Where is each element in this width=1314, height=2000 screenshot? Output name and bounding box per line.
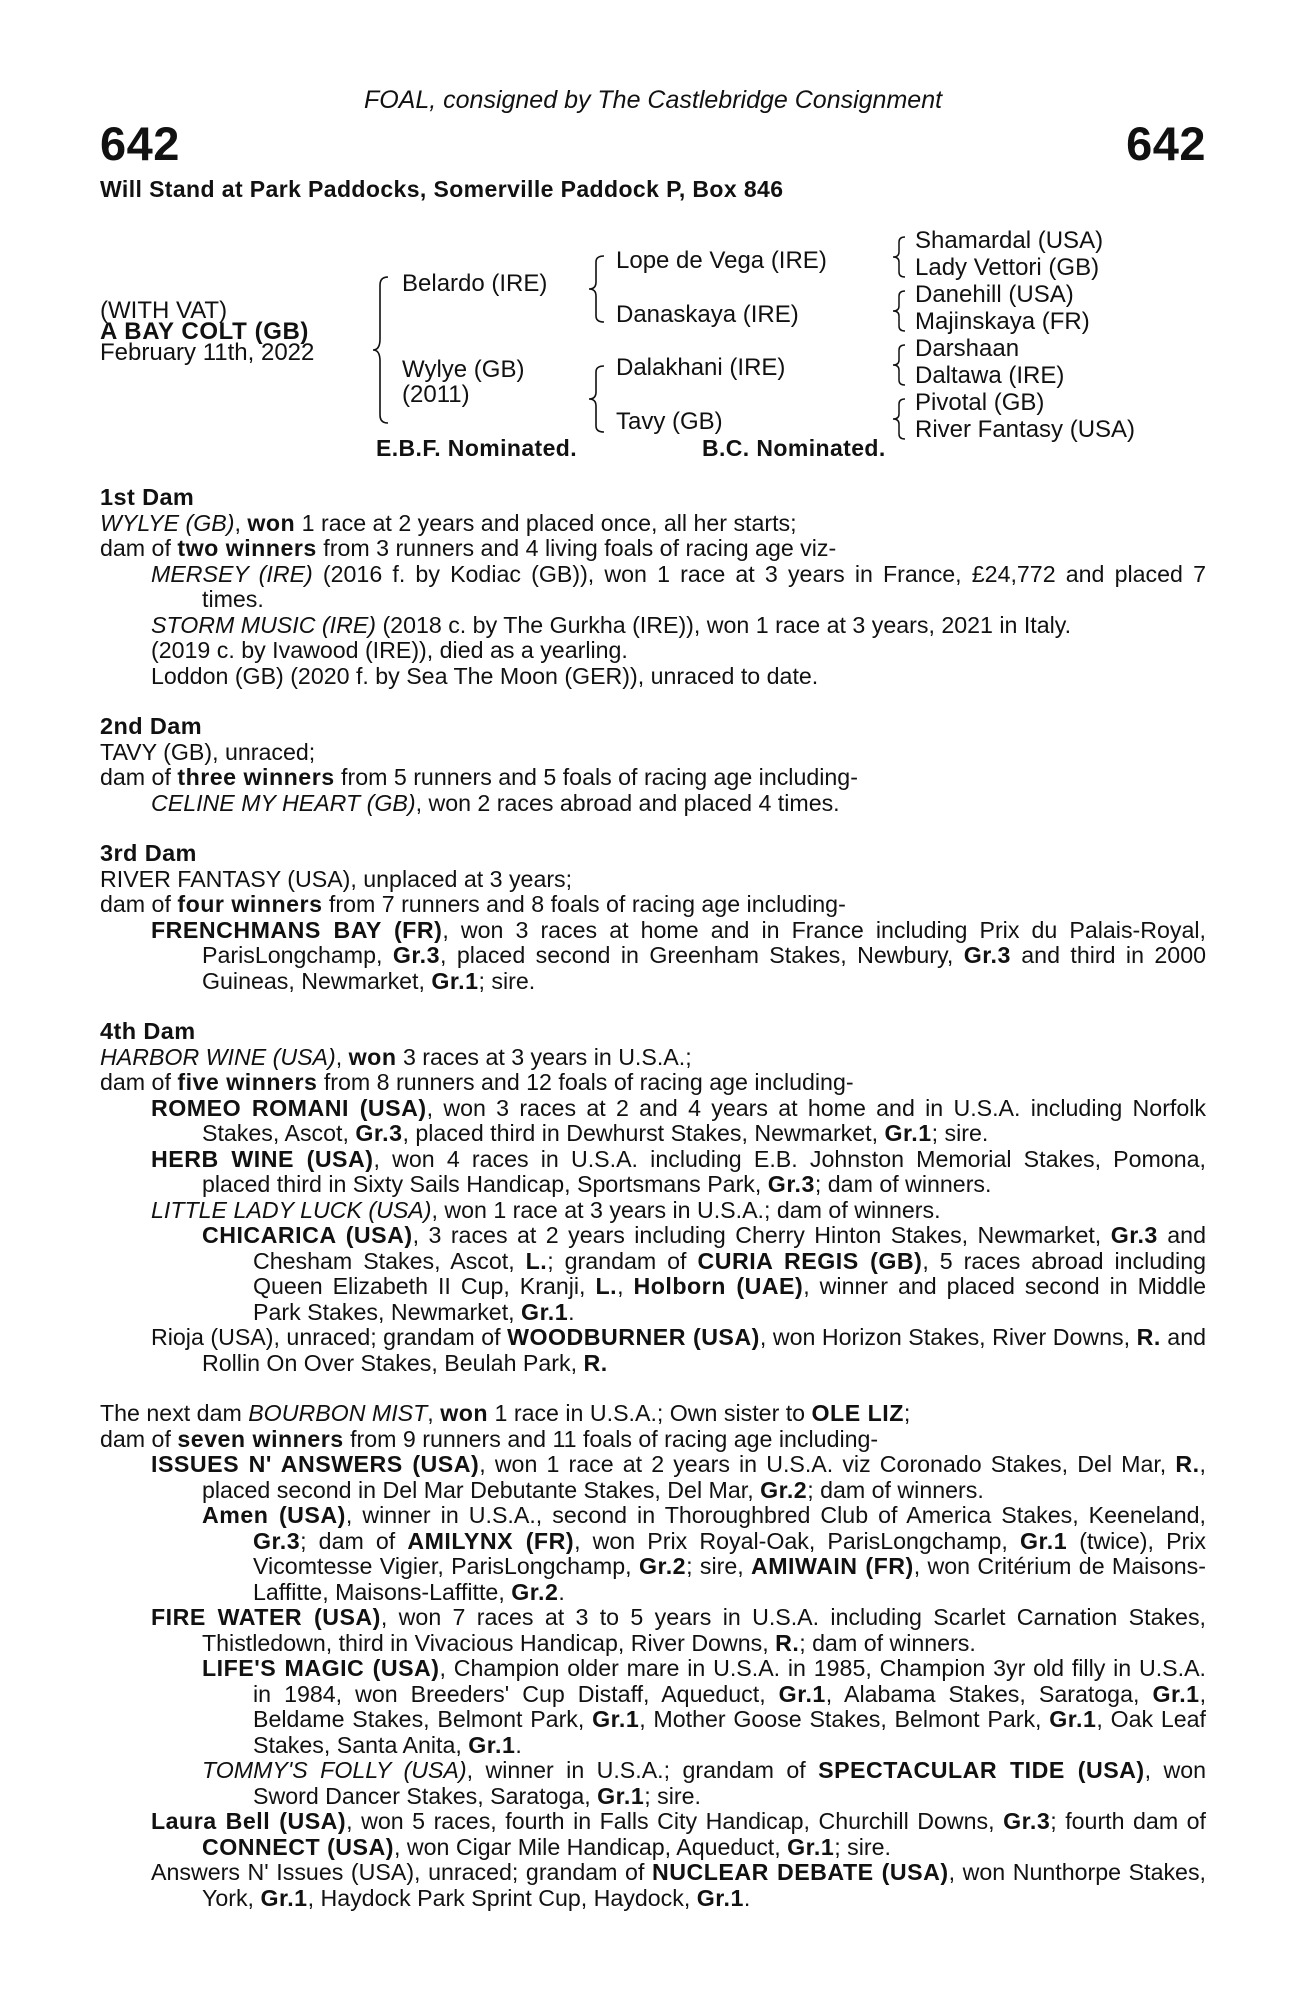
- text-run: , won 7 races at 3 to 5 years in U.S.A. including Scarlet Carnation Stakes, Thistledown, third in Vivacious Handicap, River Downs,: [202, 1604, 1206, 1656]
- text-run: The next dam: [100, 1400, 249, 1426]
- bold-text-run: CHICARICA (USA): [202, 1222, 413, 1248]
- produce-entry: [151, 664, 1206, 690]
- text-run: ; dam of winners.: [807, 1476, 984, 1503]
- bold-text-run: Gr.3: [1110, 1222, 1158, 1248]
- produce-entry: [202, 1503, 1206, 1605]
- text-run: , winner in U.S.A., second in Thoroughbred Club of America Stakes, Keeneland,: [345, 1502, 1206, 1528]
- text-run: , 3 races at 2 years including Cherry Hinton Stakes, Newmarket,: [412, 1222, 1111, 1248]
- dam-record-line: [100, 1427, 1206, 1453]
- text-run: , won 3 races at home and in France including Prix du Palais-Royal, ParisLongchamp,: [202, 916, 1206, 968]
- section-heading: 3rd Dam: [100, 840, 197, 866]
- text-run: and third in 2000 Guineas, Newmarket,: [202, 942, 1206, 994]
- text-run: ; sire.: [478, 967, 536, 994]
- bold-text-run: Gr.1: [1152, 1680, 1200, 1707]
- text-run: dam of: [100, 764, 178, 790]
- text-run: and Rollin On Over Stakes, Beulah Park,: [202, 1324, 1206, 1376]
- italic-text-run: CELINE MY HEART (GB): [151, 789, 416, 816]
- dam-name: Wylye (GB): [402, 356, 525, 383]
- bold-text-run: R.: [1175, 1451, 1200, 1477]
- text-run: , Oak Leaf Stakes, Santa Anita,: [253, 1706, 1207, 1758]
- text-run: , Mother Goose Stakes, Belmont Park,: [639, 1706, 1050, 1732]
- fourth-dam-section: [100, 1019, 1206, 1376]
- bold-text-run: won: [247, 509, 296, 536]
- text-run: ; grandam of: [547, 1247, 698, 1274]
- bold-text-run: Amen (USA): [202, 1502, 346, 1528]
- bold-text-run: Gr.1: [592, 1706, 640, 1732]
- ancestor-lady-vettori: Lady Vettori (GB): [915, 254, 1100, 281]
- text-run: , Beldame Stakes, Belmont Park,: [253, 1680, 1207, 1732]
- brace-gen3-d: [890, 397, 908, 441]
- text-run: dam of: [100, 1069, 178, 1095]
- produce-entry: [151, 918, 1206, 995]
- bold-text-run: won: [440, 1400, 489, 1426]
- text-run: (2016 f. by Kodiac (GB)), won 1 race at 3 years in France, £24,772 and placed 7 times.: [202, 560, 1206, 612]
- bold-text-run: two winners: [177, 535, 317, 561]
- bold-text-run: R.: [775, 1629, 800, 1656]
- text-run: from 9 runners and 11 foals of racing age including-: [343, 1425, 879, 1452]
- dam-dam-name: Tavy (GB): [616, 408, 723, 435]
- text-run: dam of: [100, 1425, 178, 1452]
- section-heading: 4th Dam: [100, 1018, 196, 1044]
- text-run: , won Horizon Stakes, River Downs,: [759, 1324, 1137, 1350]
- text-run: ,: [234, 509, 248, 536]
- third-dam-section: [100, 841, 1206, 994]
- bold-text-run: Gr.1: [778, 1680, 826, 1707]
- bold-text-run: Gr.1: [1049, 1706, 1097, 1732]
- produce-entry: [151, 562, 1206, 613]
- text-run: ; dam of: [300, 1527, 408, 1554]
- foaled-date: February 11th, 2022: [100, 339, 315, 366]
- text-run: Rioja (USA), unraced; grandam of: [151, 1324, 508, 1350]
- dam-record-line: [100, 892, 1206, 918]
- bold-text-run: HERB WINE (USA): [151, 1145, 374, 1172]
- bold-text-run: Gr.2: [638, 1553, 687, 1579]
- text-run: , won 4 races in U.S.A. including E.B. Johnston Memorial Stakes, Pomona, placed third in Sixty Sails Handicap, Sportsmans Park,: [202, 1145, 1206, 1197]
- ancestor-darshaan: Darshaan: [915, 335, 1020, 362]
- pedigree-table: [100, 205, 1206, 505]
- brace-gen3-c: [890, 343, 908, 387]
- bold-text-run: Gr.3: [767, 1171, 815, 1197]
- bold-text-run: five winners: [177, 1069, 318, 1095]
- text-run: dam of: [100, 891, 178, 917]
- produce-entry: [151, 613, 1206, 639]
- text-run: .: [743, 1884, 751, 1911]
- produce-entry: [151, 1809, 1206, 1860]
- text-run: ; sire,: [686, 1553, 751, 1579]
- text-run: , Champion older mare in U.S.A. in 1985, Champion 3yr old filly in U.S.A. in 1984, won Breeders' Cup Distaff, Aqueduct,: [253, 1655, 1206, 1707]
- consignor-line: FOAL, consigned by The Castlebridge Consignment: [363, 86, 943, 114]
- text-run: .: [558, 1578, 565, 1605]
- sire-sire-name: Lope de Vega (IRE): [616, 247, 827, 274]
- brace-first-generation: [370, 275, 392, 425]
- text-run: and Chesham Stakes, Ascot,: [253, 1222, 1206, 1274]
- bold-text-run: Gr.3: [392, 942, 441, 968]
- bold-text-run: ISSUES N' ANSWERS (USA): [151, 1451, 480, 1477]
- bold-text-run: Gr.2: [511, 1578, 559, 1605]
- bold-text-run: R.: [1136, 1324, 1161, 1350]
- text-run: ; sire.: [644, 1782, 701, 1809]
- text-run: ; sire.: [834, 1833, 891, 1860]
- italic-text-run: STORM MUSIC (IRE): [151, 611, 377, 638]
- text-run: , Haydock Park Sprint Cup, Haydock,: [307, 1884, 697, 1911]
- text-run: , placed second in Del Mar Debutante Stakes, Del Mar,: [202, 1451, 1206, 1503]
- bold-text-run: LIFE'S MAGIC (USA): [202, 1655, 440, 1681]
- text-run: (2018 c. by The Gurkha (IRE)), won 1 race at 3 years, 2021 in Italy.: [376, 611, 1072, 638]
- dam-record-line: [100, 765, 1206, 791]
- bold-text-run: OLE LIZ: [811, 1400, 904, 1426]
- ancestor-daltawa: Daltawa (IRE): [915, 362, 1065, 389]
- brace-gen3-b: [890, 289, 908, 333]
- dam-year: (2011): [402, 381, 470, 408]
- text-run: , won 5 races, fourth in Falls City Handicap, Churchill Downs,: [346, 1808, 1004, 1834]
- sire-dam-name: Danaskaya (IRE): [616, 301, 799, 328]
- text-run: , placed third in Dewhurst Stakes, Newmarket,: [402, 1120, 885, 1146]
- text-run: from 8 runners and 12 foals of racing age including-: [317, 1069, 854, 1095]
- bold-text-run: Gr.3: [963, 942, 1011, 968]
- text-run: .: [568, 1298, 575, 1325]
- italic-text-run: MERSEY (IRE): [151, 560, 313, 587]
- bold-text-run: ROMEO ROMANI (USA): [151, 1094, 427, 1121]
- brace-dam-line: [586, 364, 608, 434]
- ebf-nomination: E.B.F. Nominated.: [376, 435, 578, 461]
- bold-text-run: FIRE WATER (USA): [151, 1604, 381, 1630]
- text-run: Answers N' Issues (USA), unraced; grandam of: [151, 1859, 652, 1885]
- bold-text-run: Gr.1: [521, 1298, 569, 1325]
- horse-name: A BAY COLT (GB): [100, 318, 310, 345]
- text-run: , won Prix Royal-Oak, ParisLongchamp,: [574, 1527, 1020, 1554]
- bold-text-run: Gr.3: [355, 1120, 403, 1146]
- bold-text-run: NUCLEAR DEBATE (USA): [652, 1859, 949, 1885]
- dam-line: [100, 867, 1206, 893]
- italic-text-run: WYLYE (GB): [100, 509, 235, 536]
- produce-entry: [202, 1656, 1206, 1758]
- dam-line: [100, 511, 1206, 537]
- bold-text-run: SPECTACULAR TIDE (USA): [818, 1757, 1145, 1783]
- lot-number-left: 642: [100, 117, 180, 170]
- bold-text-run: AMIWAIN (FR): [751, 1553, 914, 1579]
- bold-text-run: Gr.3: [253, 1527, 301, 1554]
- section-heading: 1st Dam: [100, 484, 195, 510]
- lot-number-right: 642: [1126, 117, 1206, 170]
- text-run: ,: [335, 1043, 349, 1070]
- text-run: from 5 runners and 5 foals of racing age including-: [334, 764, 858, 790]
- italic-text-run: TOMMY'S FOLLY (USA): [202, 1757, 467, 1783]
- dam-line: [100, 1045, 1206, 1071]
- text-run: , 5 races abroad including Queen Elizabeth II Cup, Kranji,: [253, 1247, 1207, 1299]
- text-run: TAVY (GB), unraced;: [100, 738, 316, 765]
- text-run: (twice), Prix Vicomtesse Vigier, ParisLongchamp,: [253, 1527, 1207, 1579]
- text-run: , won 1 race at 3 years in U.S.A.; dam of winners.: [431, 1196, 941, 1223]
- bold-text-run: Holborn (UAE): [633, 1273, 804, 1299]
- bold-text-run: Laura Bell (USA): [151, 1808, 347, 1834]
- bold-text-run: Gr.1: [1020, 1527, 1068, 1554]
- produce-entry: [151, 1452, 1206, 1503]
- text-run: , winner and placed second in Middle Park Stakes, Newmarket,: [253, 1273, 1206, 1325]
- bold-text-run: Gr.1: [260, 1884, 308, 1911]
- produce-entry: [151, 638, 1206, 664]
- stand-location: Will Stand at Park Paddocks, Somerville Paddock P, Box 846: [100, 176, 784, 202]
- bold-text-run: CURIA REGIS (GB): [697, 1247, 923, 1274]
- italic-text-run: LITTLE LADY LUCK (USA): [151, 1196, 432, 1223]
- bold-text-run: Gr.1: [787, 1833, 835, 1860]
- dam-line: [100, 740, 1206, 766]
- text-run: , won Cigar Mile Handicap, Aqueduct,: [394, 1833, 788, 1860]
- bold-text-run: seven winners: [177, 1425, 344, 1452]
- bold-text-run: FRENCHMANS BAY (FR): [151, 916, 443, 943]
- produce-entry: [202, 1223, 1206, 1325]
- produce-entry: [202, 1758, 1206, 1809]
- produce-entry: [151, 1096, 1206, 1147]
- ancestor-pivotal: Pivotal (GB): [915, 389, 1045, 416]
- text-run: , won 3 races at 2 and 4 years at home and in U.S.A. including Norfolk Stakes, Ascot,: [202, 1094, 1207, 1146]
- text-run: 1 race at 2 years and placed once, all her starts;: [295, 509, 797, 536]
- bold-text-run: WOODBURNER (USA): [507, 1324, 760, 1350]
- text-run: RIVER FANTASY (USA), unplaced at 3 years;: [100, 865, 573, 892]
- produce-entry: [151, 1198, 1206, 1224]
- vat-label: (WITH VAT): [100, 297, 228, 324]
- text-run: , winner in U.S.A.; grandam of: [466, 1757, 819, 1783]
- produce-entry: [151, 1860, 1206, 1911]
- brace-sire-line: [586, 254, 608, 324]
- first-dam-section: [100, 485, 1206, 689]
- text-run: ; sire.: [931, 1120, 989, 1146]
- text-run: ,: [617, 1273, 634, 1299]
- text-run: ; dam of winners.: [799, 1629, 976, 1656]
- produce-entry: [151, 1325, 1206, 1376]
- text-run: from 3 runners and 4 living foals of racing age viz-: [316, 535, 837, 561]
- text-run: , won 1 race at 2 years in U.S.A. viz Coronado Stakes, Del Mar,: [479, 1451, 1176, 1477]
- text-run: 1 race in U.S.A.; Own sister to: [488, 1400, 812, 1426]
- next-dam-section: [100, 1401, 1206, 1911]
- text-run: , won Critérium de Maisons-Laffitte, Maisons-Laffitte,: [253, 1553, 1206, 1605]
- produce-entry: [151, 1605, 1206, 1656]
- bold-text-run: Gr.1: [884, 1120, 932, 1146]
- text-run: (2019 c. by Ivawood (IRE)), died as a yearling.: [151, 637, 628, 663]
- bold-text-run: R.: [583, 1349, 608, 1376]
- text-run: ; dam of winners.: [814, 1171, 992, 1197]
- text-run: Loddon (GB) (2020 f. by Sea The Moon (GER)), unraced to date.: [151, 662, 819, 689]
- dam-sire-name: Dalakhani (IRE): [616, 354, 786, 381]
- bold-text-run: AMILYNX (FR): [407, 1527, 575, 1554]
- bold-text-run: L.: [525, 1247, 548, 1274]
- bold-text-run: Gr.1: [597, 1782, 645, 1809]
- produce-entry: [151, 791, 1206, 817]
- bold-text-run: Gr.2: [760, 1476, 808, 1503]
- text-run: ,: [427, 1400, 441, 1426]
- text-run: from 7 runners and 8 foals of racing age including-: [322, 891, 846, 917]
- bold-text-run: won: [348, 1043, 397, 1070]
- bold-text-run: four winners: [177, 891, 323, 917]
- brace-gen3-a: [890, 235, 908, 279]
- bold-text-run: Gr.1: [468, 1731, 516, 1758]
- ancestor-shamardal: Shamardal (USA): [915, 227, 1104, 254]
- text-run: , won 2 races abroad and placed 4 times.: [415, 789, 840, 816]
- ancestor-river-fantasy: River Fantasy (USA): [915, 416, 1136, 443]
- bold-text-run: CONNECT (USA): [202, 1833, 394, 1860]
- text-run: , won Sword Dancer Stakes, Saratoga,: [253, 1757, 1207, 1809]
- sire-name: Belardo (IRE): [402, 270, 548, 297]
- text-run: .: [515, 1731, 522, 1758]
- bold-text-run: three winners: [177, 764, 335, 790]
- text-run: , Alabama Stakes, Saratoga,: [825, 1680, 1153, 1707]
- bold-text-run: Gr.1: [696, 1884, 744, 1911]
- bc-nomination: B.C. Nominated.: [702, 435, 886, 461]
- italic-text-run: BOURBON MIST: [248, 1400, 428, 1426]
- italic-text-run: HARBOR WINE (USA): [100, 1043, 336, 1070]
- second-dam-section: [100, 714, 1206, 816]
- text-run: dam of: [100, 535, 178, 561]
- dam-line: [100, 1401, 1206, 1427]
- produce-entry: [151, 1147, 1206, 1198]
- section-heading: 2nd Dam: [100, 713, 203, 739]
- text-run: ;: [903, 1400, 911, 1426]
- dam-record-line: [100, 1070, 1206, 1096]
- ancestor-danehill: Danehill (USA): [915, 281, 1074, 308]
- text-run: , placed second in Greenham Stakes, Newbury,: [440, 942, 964, 968]
- text-run: , won Nunthorpe Stakes, York,: [202, 1859, 1206, 1911]
- text-run: ; fourth dam of: [1050, 1808, 1206, 1834]
- bold-text-run: Gr.3: [1003, 1808, 1051, 1834]
- pedigree-notes: [100, 485, 1206, 1936]
- bold-text-run: L.: [595, 1273, 618, 1299]
- bold-text-run: Gr.1: [431, 967, 479, 994]
- ancestor-majinskaya: Majinskaya (FR): [915, 308, 1090, 335]
- dam-record-line: [100, 536, 1206, 562]
- text-run: 3 races at 3 years in U.S.A.;: [396, 1043, 692, 1070]
